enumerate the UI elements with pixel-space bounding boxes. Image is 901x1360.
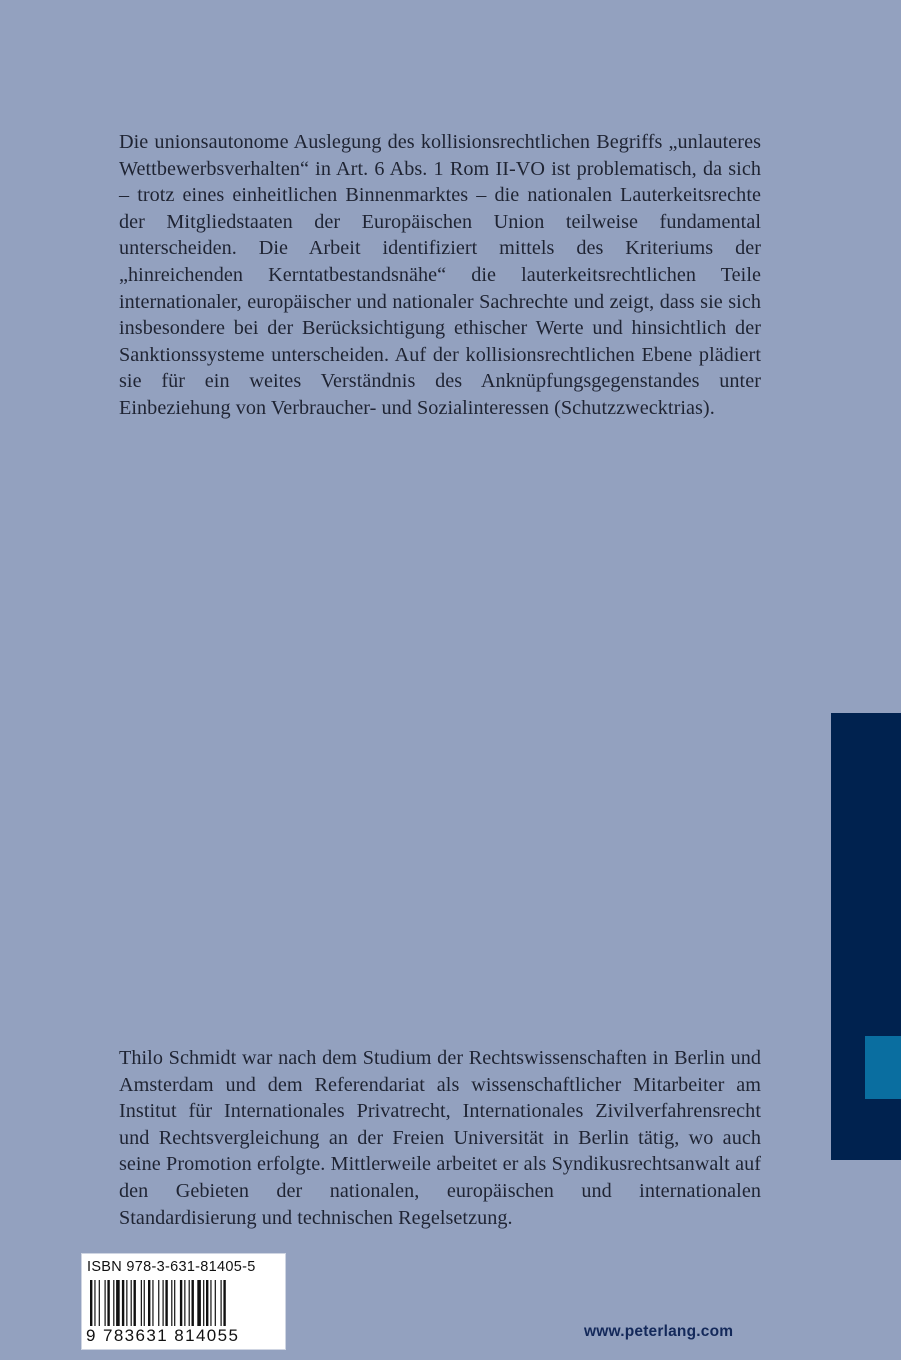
barcode-bar [203,1280,204,1326]
barcode-bar [94,1280,95,1326]
barcode-bar [144,1280,145,1326]
barcode-bar [184,1280,185,1326]
barcode-bar [122,1280,124,1326]
barcode-bar [105,1280,106,1326]
spine-accent-block [865,1036,901,1099]
barcode-bar [197,1280,201,1326]
barcode-bar [113,1280,114,1326]
author-bio-text: Thilo Schmidt war nach dem Studium der Rechtswissenschaften in Berlin und Amsterdam und dem Referendariat als wissenschaftlicher Mitarbeiter am Institut für Internationales Privatrecht, Internationales Zivilverfahrensrecht und Rechtsvergleichung an der Freien Universität in Berlin tätig, wo auch seine Promotion erfolgte. Mittlerweile arbeitet er als Syndikusrechtsanwalt auf den Gebieten der nationalen, europäischen und internationalen Standardisierung und technischen Regelsetzung. [119,1047,761,1229]
barcode-bar [107,1280,109,1326]
barcode-bar [210,1280,211,1326]
barcode-graphic [88,1280,280,1326]
barcode-bar [158,1280,159,1326]
barcode-bar [116,1280,120,1326]
barcode-bar [174,1280,175,1326]
barcode-bar [152,1280,153,1326]
barcode-bar [206,1280,208,1326]
barcode-bar [131,1280,132,1326]
barcode-bar [223,1280,225,1326]
publisher-website: www.peterlang.com [584,1323,734,1340]
barcode-bar [221,1280,222,1326]
barcode-bar [180,1280,182,1326]
barcode-bar [189,1280,190,1326]
barcode-digits: 9 783631 814055 [86,1326,240,1345]
isbn-label: ISBN 978-3-631-81405-5 [87,1259,256,1275]
barcode-bar [141,1280,142,1326]
barcode-bar [171,1280,172,1326]
barcode-bar [99,1280,100,1326]
barcode-bar [134,1280,136,1326]
barcode-bar [215,1280,216,1326]
barcode-bar [126,1280,127,1326]
barcode-bar [192,1280,194,1326]
barcode-bar [148,1280,150,1326]
isbn-barcode-box [81,1253,286,1350]
barcode-bar [90,1280,92,1326]
abstract-text: Die unionsautonome Auslegung des kollisionsrechtlichen Begriffs „unlauteres Wettbewerbsverhalten“ in Art. 6 Abs. 1 Rom II-VO ist problematisch, da sich – trotz eines einheitlichen Binnenmarktes – die nationalen Lauterkeitsrechte der Mitgliedstaaten der Europäischen Union teilweise fundamental unterscheiden. Die Arbeit identifiziert mittels des Kriteriums der „hinreichenden Kerntatbestandsnähe“ die lauterkeitsrechtlichen Teile internationaler, europäischer und nationaler Sachrechte und zeigt, dass sie sich insbesondere bei der Berücksichtigung ethischer Werte und hinsichtlich der Sanktionssysteme unterscheiden. Auf der kollisionsrechtlichen Ebene plädiert sie für ein weites Verständnis des Anknüpfungsgegenstandes unter Einbeziehung von Verbraucher- und Sozialinteressen (Schutzzwecktrias). [119,131,761,419]
barcode-bar [165,1280,167,1326]
barcode-bar [163,1280,164,1326]
